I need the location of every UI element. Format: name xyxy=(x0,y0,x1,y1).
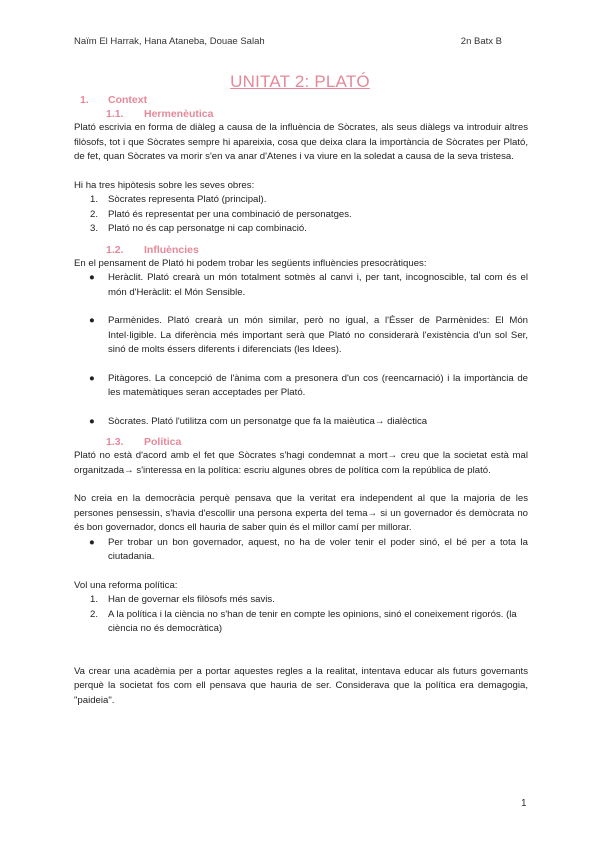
section-title: Context xyxy=(108,94,148,106)
subsection-heading-hermeneutica xyxy=(74,107,528,121)
list-text: Plató no és cap personatge ni cap combinació. xyxy=(108,223,307,234)
list-number: 1. xyxy=(90,594,99,605)
politics-bullet-list xyxy=(74,536,528,565)
subsection-title: Política xyxy=(144,436,182,448)
bullet-icon: ● xyxy=(89,536,95,548)
list-text: Sòcrates. Plató l'utilitza com un personatge que fa la maièutica→ dialèctica xyxy=(108,415,428,427)
influences-list xyxy=(74,271,528,429)
bullet-icon: ● xyxy=(89,272,95,283)
list-text: Plató és representat per una combinació de personatges. xyxy=(108,208,352,220)
list-item xyxy=(74,593,528,608)
list-text: Pitàgores. La concepció de l'ànima com a presonera d'un cos (reencarnació) i la importància de les matemàtiques seran acceptades per Plató. xyxy=(108,372,528,398)
list-item xyxy=(74,372,528,401)
subsection-number: 1.1. xyxy=(106,108,124,120)
subsection-number: 1.2. xyxy=(106,243,124,256)
subsection-heading-politica xyxy=(74,435,528,449)
page-title: UNITAT 2: PLATÓ xyxy=(230,72,370,91)
list-item xyxy=(74,222,528,237)
document-body xyxy=(74,93,528,708)
list-number: 3. xyxy=(90,223,99,234)
list-number: 1. xyxy=(90,194,99,205)
header-authors: Naïm El Harrak, Hana Ataneba, Douae Salah xyxy=(74,36,265,47)
list-item xyxy=(74,536,528,565)
subsection-title: Influències xyxy=(144,243,199,256)
hypotheses-list xyxy=(74,193,528,237)
paragraph-reform-intro: Vol una reforma política: xyxy=(74,579,178,591)
list-number: 2. xyxy=(90,608,99,620)
list-text: Sòcrates representa Plató (principal). xyxy=(108,194,267,205)
paragraph-hypotheses-intro: Hi ha tres hipòtesis sobre les seves obres: xyxy=(74,179,255,191)
list-number: 2. xyxy=(90,208,99,220)
subsection-number: 1.3. xyxy=(106,436,124,448)
bullet-icon: ● xyxy=(89,415,95,427)
subsection-heading-influencies xyxy=(74,243,528,257)
list-item xyxy=(74,271,528,300)
list-text: Parmènides. Plató crearà un món similar, però no igual, a l'Ésser de Parmènides: El Món Intel·ligible. La diferència més important serà que Plató no considerarà l'existència d'un sol Ser, sinó de molts éssers diferents i diferenciats (les Idees). xyxy=(108,315,528,355)
list-item xyxy=(74,608,528,637)
list-text: Heràclit. Plató crearà un món totalment sotmès al canvi i, per tant, incognoscible, tal com és el món d'Heràclit: el Món Sensible. xyxy=(108,272,528,298)
list-item xyxy=(74,193,528,208)
subsection-title: Hermenèutica xyxy=(144,108,214,120)
list-item xyxy=(74,314,528,358)
list-text: A la política i la ciència no s'han de tenir en compte les opinions, sinó el coneixement rigorós. (la ciència no és democràtica) xyxy=(108,608,517,634)
header-class: 2n Batx B xyxy=(460,36,502,47)
bullet-icon: ● xyxy=(89,315,95,326)
paragraph-politica-1: Plató no està d'acord amb el fet que Sòcrates s'hagi condemnat a mort→ creu que la societat està mal organitzada→ s'interessa en la política: escriu algunes obres de política com la república de plató. xyxy=(74,450,528,476)
paragraph-academy: Va crear una acadèmia per a portar aquestes regles a la realitat, intentava educar als futurs governants perquè la societat fos com ell pensava que hauria de ser. Considerava que la política era demagogia, "paideia". xyxy=(74,665,528,706)
paragraph-hermeneutica: Plató escrivia en forma de diàleg a causa de la influència de Sòcrates, als seus diàlegs va introduir altres filòsofs, tot i que Sòcrates sempre hi apareixia, cosa que deixa clara la importància de Sòcrates per Plató, de fet, quan Sòcrates va morir s'en va anar d'Atenes i va viure en la soledat a causa de la seva tristesa. xyxy=(74,122,528,162)
bullet-icon: ● xyxy=(89,372,95,384)
section-number: 1. xyxy=(80,94,89,106)
paragraph-influencies-intro: En el pensament de Plató hi podem trobar les següents influències presocràtiques: xyxy=(74,257,427,269)
list-item xyxy=(74,415,528,430)
paragraph-politica-2: No creia en la democràcia perquè pensava que la veritat era independent al que la majoria de les persones pensessin, s'havia d'escollir una persona experta del tema→ si un governador és demòcrata no és bon governador, doncs ell hauria de saber quin és el millor camí per millorar. xyxy=(74,493,528,533)
reform-list xyxy=(74,593,528,637)
list-text: Han de governar els filòsofs més savis. xyxy=(108,594,275,605)
page-number: 1 xyxy=(521,798,527,809)
list-item xyxy=(74,208,528,223)
list-text: Per trobar un bon governador, aquest, no ha de voler tenir el poder sinó, el bé per a tota la ciutadania. xyxy=(108,536,528,562)
section-heading-context xyxy=(74,93,528,107)
